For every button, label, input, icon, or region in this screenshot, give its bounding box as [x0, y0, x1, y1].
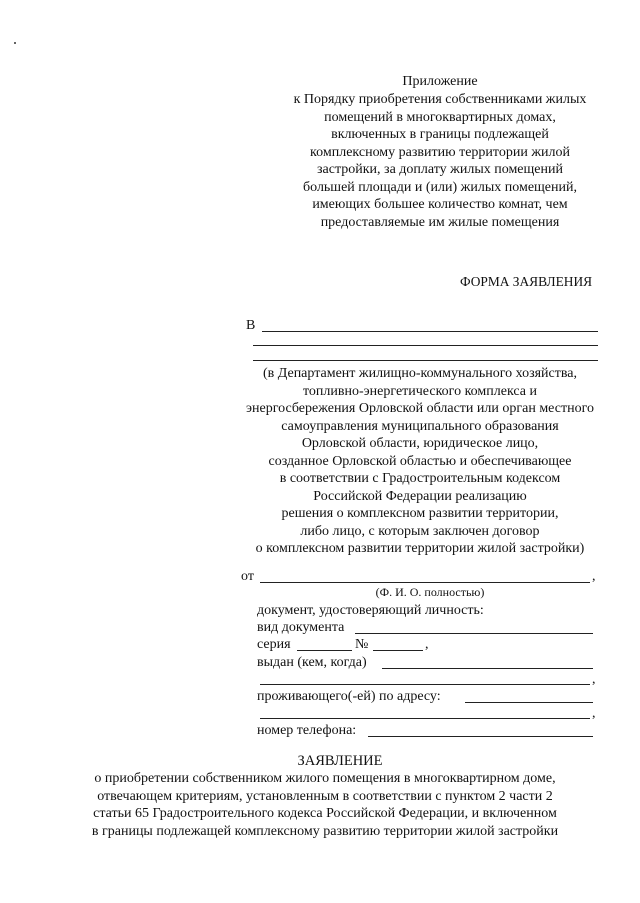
phone-field[interactable]	[368, 736, 593, 737]
recipient-note-line: в соответствии с Градостроительным кодексом	[279, 471, 561, 486]
recipient-note-line: (в Департамент жилищно-коммунального хозяйства,	[262, 366, 578, 381]
recipient-note-line: решения о комплексном развитии территории,	[281, 506, 559, 521]
series-comma: ,	[425, 637, 429, 652]
residence-field[interactable]	[465, 702, 593, 703]
phone-label: номер телефона:	[257, 723, 357, 738]
series-field[interactable]	[297, 650, 352, 651]
recipient-line-2[interactable]	[253, 345, 598, 346]
recipient-prefix: В	[246, 318, 256, 333]
appendix-line: помещений в многоквартирных домах,	[324, 109, 556, 125]
statement-line: в границы подлежащей комплексному развитию территории жилой застройки	[91, 823, 559, 839]
issued-by-field-2[interactable]	[260, 684, 590, 685]
issued-by-field[interactable]	[382, 668, 593, 669]
from-prefix: от	[241, 569, 254, 584]
recipient-note-line: энергосбережения Орловской области или орган местного	[246, 401, 594, 416]
recipient-line-3[interactable]	[253, 360, 598, 361]
recipient-note-line: Орловской области, юридическое лицо,	[301, 436, 539, 451]
fio-line[interactable]	[260, 582, 590, 583]
recipient-note	[220, 365, 620, 558]
series-label: серия	[257, 637, 291, 652]
appendix-line: комплексному развитию территории жилой	[310, 144, 570, 160]
form-label: ФОРМА ЗАЯВЛЕНИЯ	[460, 274, 593, 289]
statement-title: ЗАЯВЛЕНИЕ	[297, 753, 383, 769]
statement-line: статьи 65 Градостроительного кодекса Российской Федерации, и включенном	[93, 806, 557, 821]
doc-type-field[interactable]	[355, 633, 593, 634]
residence-field-2[interactable]	[260, 718, 590, 719]
statement-line: о приобретении собственником жилого помещения в многоквартирном доме,	[94, 771, 556, 786]
fio-comma: ,	[592, 569, 596, 584]
scan-speck	[14, 42, 16, 44]
number-field[interactable]	[373, 650, 423, 651]
recipient-note-line: топливно-энергетического комплекса и	[303, 383, 537, 399]
recipient-note-line: либо лицо, с которым заключен договор	[300, 523, 540, 539]
appendix-line: к Порядку приобретения собственниками жилых	[293, 92, 587, 107]
residence-comma: ,	[592, 706, 596, 721]
recipient-note-line: самоуправления муниципального образования	[281, 418, 559, 434]
statement-text	[20, 770, 640, 840]
appendix-line: предоставляемые им жилые помещения	[320, 214, 560, 230]
appendix-title: Приложение	[402, 74, 478, 89]
appendix-line: застройки, за доплату жилых помещений	[317, 162, 563, 177]
recipient-note-line: созданное Орловской областью и обеспечивающее	[268, 453, 572, 469]
fio-hint: (Ф. И. О. полностью)	[375, 585, 485, 599]
number-sign: №	[355, 637, 369, 652]
recipient-line-1[interactable]	[262, 331, 598, 332]
recipient-note-line: о комплексном развитии территории жилой застройки)	[255, 541, 585, 556]
residence-label: проживающего(-ей) по адресу:	[257, 689, 441, 704]
issued-by-comma: ,	[592, 672, 596, 687]
recipient-note-line: Российской Федерации реализацию	[313, 488, 527, 504]
appendix-line: имеющих большее количество комнат, чем	[312, 197, 568, 212]
id-document-label: документ, удостоверяющий личность:	[257, 603, 484, 618]
appendix-line: включенных в границы подлежащей	[331, 127, 549, 142]
statement-line: отвечающем критериям, установленным в соответствии с пунктом 2 части 2	[97, 788, 553, 804]
appendix-line: большей площади и (или) жилых помещений,	[303, 179, 577, 195]
doc-type-label: вид документа	[257, 620, 345, 635]
issued-by-label: выдан (кем, когда)	[257, 655, 367, 670]
appendix-text	[260, 91, 620, 231]
